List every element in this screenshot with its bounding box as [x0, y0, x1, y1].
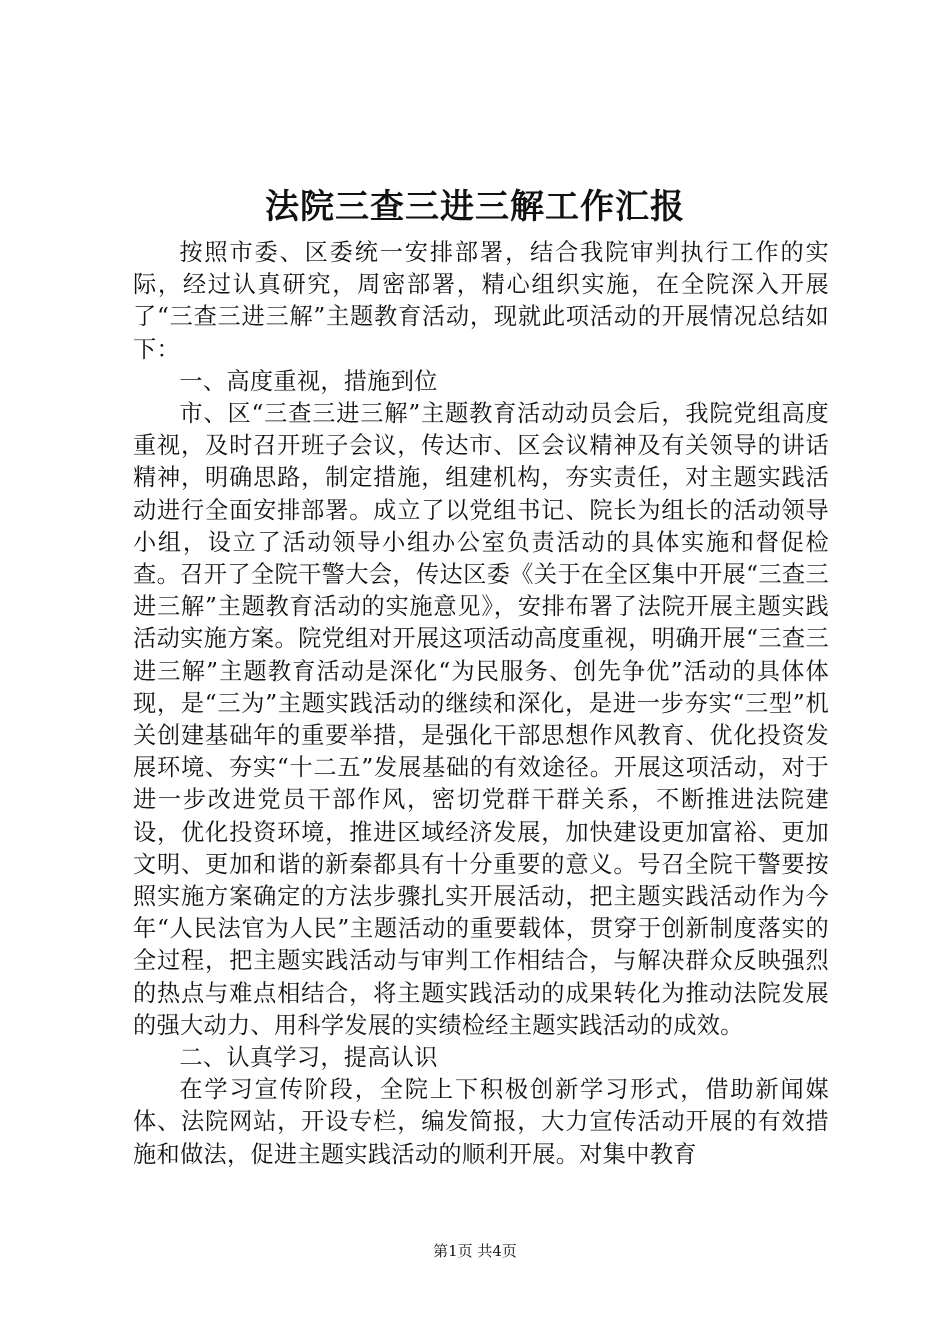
section-2-paragraph: 在学习宣传阶段，全院上下积极创新学习形式，借助新闻媒体、法院网站，开设专栏，编发简报，大力宣传活动开展的有效措施和做法，促进主题实践活动的顺利开展。对集中教育: [133, 1076, 829, 1168]
section-1-heading: 一、高度重视，措施到位: [179, 367, 438, 395]
page-number-footer: 第1页 共4页: [433, 1242, 517, 1260]
intro-paragraph: 按照市委、区委统一安排部署，结合我院审判执行工作的实际，经过认真研究，周密部署，精心组织实施，在全院深入开展了“三查三进三解”主题教育活动，现就此项活动的开展情况总结如下：: [133, 239, 829, 363]
document-title: 法院三查三进三解工作汇报: [265, 187, 685, 227]
section-1-paragraph: 市、区“三查三进三解”主题教育活动动员会后，我院党组高度重视，及时召开班子会议，传达市、区会议精神及有关领导的讲话精神，明确思路，制定措施，组建机构，夯实责任，对主题实践活动进行全面安排部署。成立了以党组书记、院长为组长的活动领导小组，设立了活动领导小组办公室负责活动的具体实施和督促检查。召开了全院干警大会，传达区委《关于在全区集中开展“三查三进三解”主题教育活动的实施意见》，安排布署了法院开展主题实践活动实施方案。院党组对开展这项活动高度重视，明确开展“三查三进三解”主题教育活动是深化“为民服务、创先争优”活动的具体体现，是“三为”主题实践活动的继续和深化，是进一步夯实“三型”机关创建基础年的重要举措，是强化干部思想作风教育、优化投资发展环境、夯实“十二五”发展基础的有效途径。开展这项活动，对于进一步改进党员干部作风，密切党群干群关系，不断推进法院建设，优化投资环境，推进区域经济发展，加快建设更加富裕、更加文明、更加和谐的新秦都具有十分重要的意义。号召全院干警要按照实施方案确定的方法步骤扎实开展活动，把主题实践活动作为今年“人民法官为人民”主题活动的重要载体，贯穿于创新制度落实的全过程，把主题实践活动与审判工作相结合，与解决群众反映强烈的热点与难点相结合，将主题实践活动的成果转化为推动法院发展的强大动力、用科学发展的实绩检经主题实践活动的成效。: [133, 400, 829, 1039]
document-body: [133, 237, 829, 1171]
section-2-heading: 二、认真学习，提高认识: [179, 1044, 438, 1072]
